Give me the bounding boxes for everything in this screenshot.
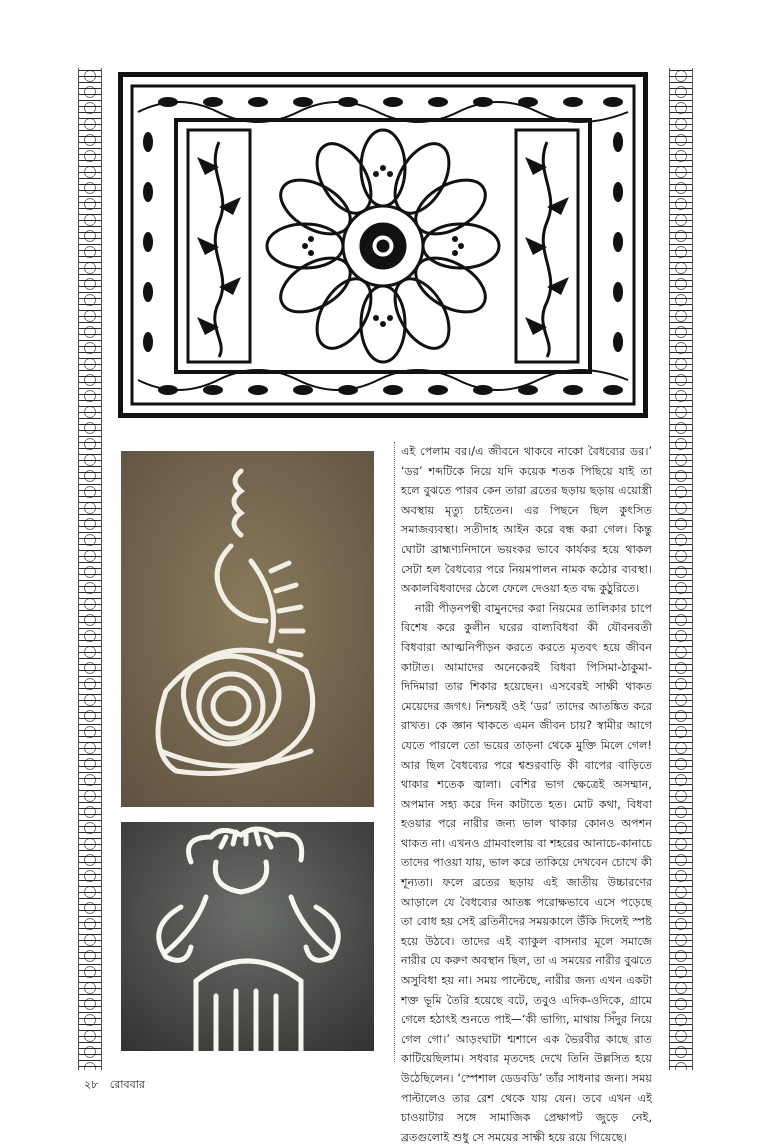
section-name: রোববার [109,1078,145,1091]
article-paragraph: এই পেলাম বর।/এ জীবনে থাকবে নাকো বৈধব্যের ডর।’ ‘ডর’ শব্দটিকে নিয়ে যদি কয়েক শতক পিছিয়ে যাই তা হলে বুঝতে পারব কেন তারা ব্রতের ছড়ায় ছড়ায় এয়োস্ত্রী অবস্থায় মৃত্যু চাইতেন। এর পিছনে ছিল কুৎসিত সমাজব্যবস্থা। সতীদাহ আইন করে বন্ধ করা গেল। কিন্তু ঘোটা ব্রাহ্মণ্যনিদানে ভয়ংকর ভাবে কার্যকর হয়ে থাকল সেটা হল বৈধব্যের পরে নিয়মপালন নামক কঠোর ব্যবস্থা। অকালবিধবাদের ঠেলে ফেলে দেওয়া হত বদ্ধ কুঠুরিতে। [401,445,652,596]
page-footer [84,1076,153,1095]
left-decorative-border [78,68,102,1070]
woodblock-floral-artwork [118,72,648,418]
page-number: ২৮ [84,1078,99,1091]
article-body [394,442,652,1144]
alpona-photo-brown-ground [121,451,374,807]
article-paragraph: নারী পীড়নপন্থী বামুনদের করা নিয়মের তালিকার চাপে বিশেষ করে কুলীন ঘরের বাল্যবিধবা কী যৌবনবতী বিধবারা আত্মনিপীড়ন করতে করতে মৃতবৎ হয়ে জীবন কাটাত। আমাদের অনেকেরই বিধবা পিসিমা-ঠাকুমা-দিদিমারা তার শিকার হয়েছেন। এসবেরই সাক্ষী থাকত মেয়েদের জগৎ। নিশ্চয়ই ওই ‘ডর’ তাদের আতঙ্কিত করে রাখত। কে জ্ঞান থাকতে এমন জীবন চায়? স্বামীর আগে যেতে পারলে তো ভয়ের তাড়না থেকে মুক্তি মিলে গেল! আর ছিল বৈধব্যের পরে শ্বশুরবাড়ি কী বাপের বাড়িতে থাকার শতেক জ্বালা। বেশির ভাগ ক্ষেত্রেই অসম্মান, অপমান সহ্য করে দিন কাটাতে হত। মোট কথা, বিধবা হওয়ার পরে নারীর জন্য ভাল থাকার কোনও অপশন থাকত না। এখনও গ্রামবাংলায় বা শহরের আনাচে-কানাচে তাদের পাওয়া যায়, ভাল করে তাকিয়ে দেখবেন চোখে কী শূন্যতা। ফলে ব্রতের ছড়ায় এই জাতীয় উচ্চারণের আড়ালে যে বৈধব্যের আতঙ্ক পরোক্ষভাবে এসে পড়েছে তা বোধ হয় সেই ব্রতিনীদের সময়কালে উঁকি দিলেই স্পষ্ট হয়ে উঠবে। তাদের এই ব্যাকুল বাসনার মূলে সমাজে নারীর যে করুণ অবস্থান ছিল, তা এ সময়ের নারীর বুঝতে অসুবিধা হয় না। সময় পাল্টেছে, নারীর জন্য এখন একটা শক্ত ভূমি তৈরি হয়েছে বটে, তবুও এদিক-ওদিকে, গ্রামে গেলে হঠাৎই শুনতে পাই—‘কী ভাগ্যি, মাথায় সিঁদুর নিয়ে গেল গো।’ আড়ংঘাটা শ্মশানে এক ভৈরবীর কাছে রাত কাটিয়েছিলাম। সধবার মৃতদেহ দেখে তিনি উল্লসিত হয়ে উঠেছিলেন। ‘স্পেশাল ডেডবডি’ তাঁর সাধনার জন্য। সময় পাল্টালেও তার রেশ থেকে যায় যেন। তবে এখন এই চাওয়াটার সঙ্গে সামাজিক প্রেক্ষাপট জুড়ে নেই, ব্রতগুলোই শুধু সে সময়ের সাক্ষী হয়ে রয়ে গিয়েছে। [401,601,652,1144]
alpona-photo-dark-ground [121,822,374,1051]
right-decorative-border [669,68,693,1070]
